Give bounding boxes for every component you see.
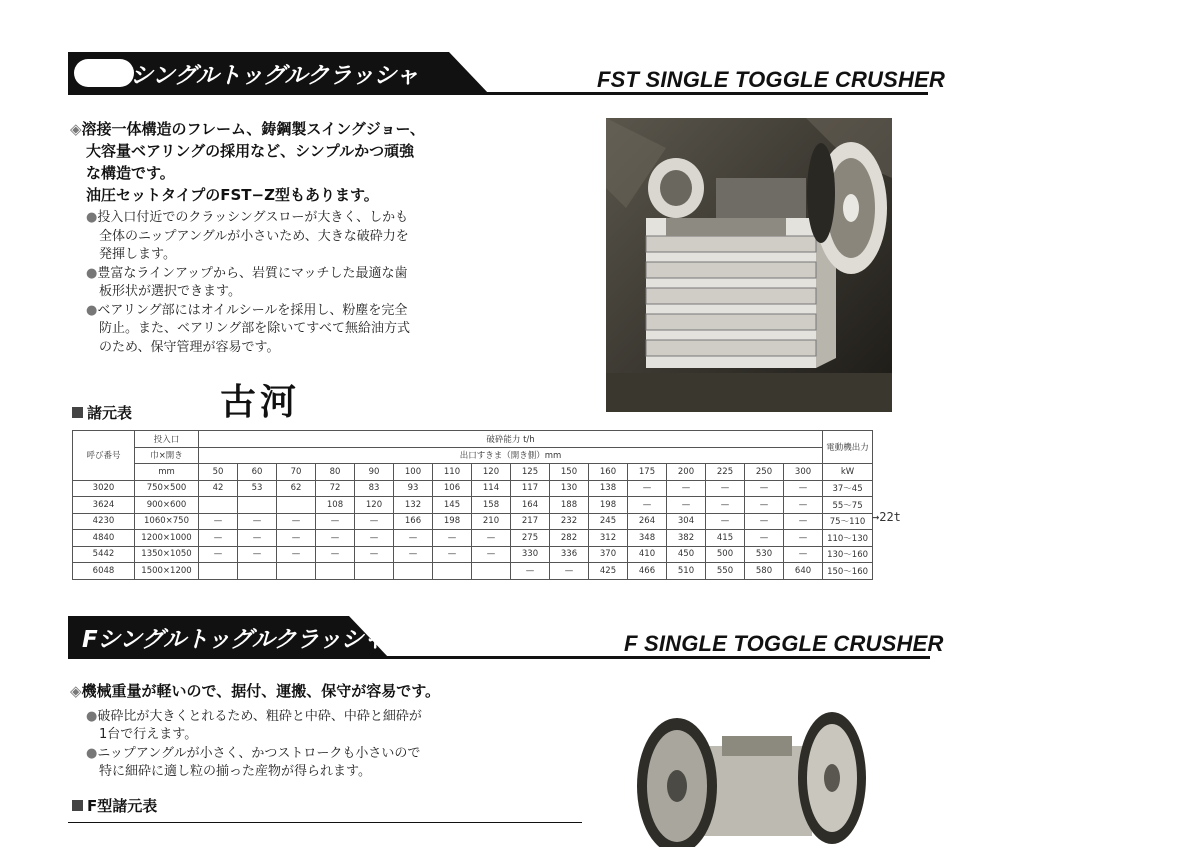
setting-300: 300	[784, 464, 823, 481]
capacity-cell: 198	[433, 513, 472, 530]
fst-title-en: FST SINGLE TOGGLE CRUSHER	[597, 67, 946, 92]
setting-200: 200	[667, 464, 706, 481]
model-cell: 3020	[73, 480, 135, 497]
capacity-cell	[238, 563, 277, 580]
capacity-cell: 370	[589, 546, 628, 563]
capacity-cell: 312	[589, 530, 628, 547]
capacity-cell: 166	[394, 513, 433, 530]
capacity-cell: 304	[667, 513, 706, 530]
f-bullet-1b: 1台で行えます。	[99, 727, 198, 742]
f-table-top-rule	[68, 822, 582, 823]
capacity-cell: 348	[628, 530, 667, 547]
fst-spec-table	[72, 430, 873, 580]
capacity-cell: 158	[472, 497, 511, 514]
f-bullet-1: ●破砕比が大きくとれるため、粗砕と中砕、中砕と細砕が	[86, 709, 422, 724]
capacity-cell: —	[277, 546, 316, 563]
setting-250: 250	[745, 464, 784, 481]
redaction-blot	[74, 59, 134, 87]
capacity-cell: —	[199, 546, 238, 563]
table-row	[73, 513, 873, 530]
col-setting-header: 出口すきま（開き側）mm	[199, 447, 823, 464]
capacity-cell: —	[784, 546, 823, 563]
capacity-cell: —	[472, 530, 511, 547]
capacity-cell: 425	[589, 563, 628, 580]
setting-160: 160	[589, 464, 628, 481]
capacity-cell: 132	[394, 497, 433, 514]
motor-cell: 110〜130	[823, 530, 873, 547]
capacity-cell: 580	[745, 563, 784, 580]
f-spec-heading: F型諸元表	[72, 795, 157, 816]
inlet-cell: 1200×1000	[135, 530, 199, 547]
capacity-cell: 188	[550, 497, 589, 514]
capacity-cell: —	[394, 546, 433, 563]
fst-crusher-photo	[606, 118, 892, 412]
capacity-cell: —	[355, 530, 394, 547]
setting-125: 125	[511, 464, 550, 481]
capacity-cell	[199, 497, 238, 514]
setting-100: 100	[394, 464, 433, 481]
capacity-cell: —	[472, 546, 511, 563]
capacity-cell: —	[550, 563, 589, 580]
fst-bullet-2: ●豊富なラインアップから、岩質にマッチした最適な歯	[86, 266, 408, 281]
col-inlet-header-2: 巾×開き	[135, 447, 199, 464]
setting-175: 175	[628, 464, 667, 481]
col-model-header: 呼び番号	[73, 431, 135, 481]
capacity-cell: 114	[472, 480, 511, 497]
capacity-cell: —	[667, 480, 706, 497]
capacity-cell: 62	[277, 480, 316, 497]
capacity-cell	[277, 563, 316, 580]
fst-spec-heading: 諸元表	[72, 402, 132, 423]
capacity-cell: —	[745, 497, 784, 514]
table-row	[73, 563, 873, 580]
capacity-cell: 530	[745, 546, 784, 563]
table-row	[73, 497, 873, 514]
capacity-cell: 510	[667, 563, 706, 580]
f-crusher-photo	[632, 706, 868, 847]
capacity-cell: 232	[550, 513, 589, 530]
inlet-cell: 750×500	[135, 480, 199, 497]
capacity-cell	[472, 563, 511, 580]
capacity-cell: 640	[784, 563, 823, 580]
fst-lead-2: 大容量ベアリングの採用など、シンプルかつ頑強	[86, 142, 415, 160]
model-cell: 4230	[73, 513, 135, 530]
capacity-cell: 550	[706, 563, 745, 580]
capacity-cell: —	[706, 513, 745, 530]
capacity-cell: —	[745, 530, 784, 547]
f-bullet-2b: 特に細砕に適し粒の揃った産物が得られます。	[99, 764, 371, 779]
table-header-row-1	[73, 431, 873, 448]
capacity-cell: 217	[511, 513, 550, 530]
f-title-en: F SINGLE TOGGLE CRUSHER	[624, 631, 944, 656]
capacity-cell: 245	[589, 513, 628, 530]
inlet-cell: 1060×750	[135, 513, 199, 530]
capacity-cell: —	[433, 530, 472, 547]
fst-bullet-3b: 防止。また、ベアリング部を除いてすべて無給油方式	[99, 321, 410, 336]
setting-60: 60	[238, 464, 277, 481]
handwritten-note: 古河	[220, 381, 301, 423]
table-settings-row	[73, 464, 873, 481]
capacity-cell: 138	[589, 480, 628, 497]
f-title-jp: Fシングルトッグルクラッシャ	[82, 627, 386, 653]
model-cell: 6048	[73, 563, 135, 580]
capacity-cell: 93	[394, 480, 433, 497]
capacity-cell: 336	[550, 546, 589, 563]
capacity-cell: 108	[316, 497, 355, 514]
capacity-cell	[277, 497, 316, 514]
capacity-cell: 164	[511, 497, 550, 514]
capacity-cell: —	[199, 513, 238, 530]
col-motor-header-2: kW	[823, 464, 873, 481]
capacity-cell: 83	[355, 480, 394, 497]
table-header-row-2	[73, 447, 873, 464]
capacity-cell	[394, 563, 433, 580]
capacity-cell: —	[316, 513, 355, 530]
setting-150: 150	[550, 464, 589, 481]
capacity-cell: —	[784, 480, 823, 497]
col-inlet-header-3: mm	[135, 464, 199, 481]
capacity-cell: —	[628, 480, 667, 497]
capacity-cell: 500	[706, 546, 745, 563]
fst-title-jp: シングルトッグルクラッシャ	[130, 63, 419, 89]
capacity-cell: —	[238, 513, 277, 530]
f-bullet-2: ●ニップアングルが小さく、かつストロークも小さいので	[86, 746, 421, 761]
capacity-cell	[199, 563, 238, 580]
motor-cell: 37〜45	[823, 480, 873, 497]
capacity-cell: 130	[550, 480, 589, 497]
col-capacity-header: 破砕能力 t/h	[199, 431, 823, 448]
model-cell: 4840	[73, 530, 135, 547]
capacity-cell	[316, 563, 355, 580]
crusher-illustration	[606, 118, 892, 412]
capacity-cell: —	[784, 530, 823, 547]
model-cell: 3624	[73, 497, 135, 514]
capacity-cell: —	[784, 497, 823, 514]
table-row	[73, 480, 873, 497]
motor-cell: 75〜110	[823, 513, 873, 530]
capacity-cell: —	[316, 530, 355, 547]
motor-cell: 150〜160	[823, 563, 873, 580]
capacity-cell: 72	[316, 480, 355, 497]
setting-80: 80	[316, 464, 355, 481]
capacity-cell: 198	[589, 497, 628, 514]
capacity-cell: —	[706, 480, 745, 497]
capacity-cell: 382	[667, 530, 706, 547]
setting-110: 110	[433, 464, 472, 481]
margin-note: →22t	[872, 510, 901, 524]
capacity-cell: —	[667, 497, 706, 514]
capacity-cell: 210	[472, 513, 511, 530]
capacity-cell: 264	[628, 513, 667, 530]
capacity-cell: —	[238, 530, 277, 547]
col-inlet-header-1: 投入口	[135, 431, 199, 448]
capacity-cell: 410	[628, 546, 667, 563]
inlet-cell: 900×600	[135, 497, 199, 514]
capacity-cell: —	[355, 513, 394, 530]
model-cell: 5442	[73, 546, 135, 563]
fst-lead-3: な構造です。	[86, 164, 175, 182]
table-row	[73, 530, 873, 547]
capacity-cell: —	[511, 563, 550, 580]
capacity-cell: —	[355, 546, 394, 563]
capacity-cell: —	[394, 530, 433, 547]
fst-lead-1: ◈溶接一体構造のフレーム、鋳鋼製スイングジョー、	[70, 120, 425, 138]
capacity-cell	[238, 497, 277, 514]
capacity-cell	[355, 563, 394, 580]
spec-table-body	[73, 480, 873, 579]
fst-bullet-3: ●ベアリング部にはオイルシールを採用し、粉塵を完全	[86, 303, 408, 318]
capacity-cell: 145	[433, 497, 472, 514]
setting-50: 50	[199, 464, 238, 481]
capacity-cell: —	[784, 513, 823, 530]
capacity-cell: —	[706, 497, 745, 514]
capacity-cell: 450	[667, 546, 706, 563]
capacity-cell: 117	[511, 480, 550, 497]
capacity-cell: —	[238, 546, 277, 563]
setting-90: 90	[355, 464, 394, 481]
capacity-cell: 275	[511, 530, 550, 547]
capacity-cell	[433, 563, 472, 580]
capacity-cell: 330	[511, 546, 550, 563]
capacity-cell: —	[277, 530, 316, 547]
fst-bullet-3c: のため、保守管理が容易です。	[99, 340, 280, 355]
fst-bullet-1c: 発揮します。	[99, 247, 176, 262]
inlet-cell: 1500×1200	[135, 563, 199, 580]
capacity-cell: 415	[706, 530, 745, 547]
fst-title-banner	[68, 52, 488, 94]
capacity-cell: —	[628, 497, 667, 514]
capacity-cell: —	[199, 530, 238, 547]
f-crusher-illustration	[632, 706, 868, 847]
col-motor-header-1: 電動機出力	[823, 431, 873, 464]
capacity-cell: 53	[238, 480, 277, 497]
capacity-cell: 106	[433, 480, 472, 497]
capacity-cell: 42	[199, 480, 238, 497]
capacity-cell: 282	[550, 530, 589, 547]
motor-cell: 130〜160	[823, 546, 873, 563]
fst-lead-4: 油圧セットタイプのFST−Z型もあります。	[86, 186, 379, 204]
capacity-cell: —	[745, 480, 784, 497]
setting-120: 120	[472, 464, 511, 481]
capacity-cell: 120	[355, 497, 394, 514]
setting-70: 70	[277, 464, 316, 481]
setting-225: 225	[706, 464, 745, 481]
inlet-cell: 1350×1050	[135, 546, 199, 563]
capacity-cell: —	[316, 546, 355, 563]
capacity-cell: —	[433, 546, 472, 563]
capacity-cell: —	[277, 513, 316, 530]
f-lead-1: ◈機械重量が軽いので、据付、運搬、保守が容易です。	[70, 682, 441, 700]
capacity-cell: 466	[628, 563, 667, 580]
table-row	[73, 546, 873, 563]
fst-bullet-1: ●投入口付近でのクラッシングスローが大きく、しかも	[86, 210, 409, 225]
f-title-banner	[68, 616, 388, 658]
fst-bullet-1b: 全体のニップアングルが小さいため、大きな破砕力を	[99, 229, 409, 244]
capacity-cell: —	[745, 513, 784, 530]
fst-bullet-2b: 板形状が選択できます。	[99, 284, 241, 299]
motor-cell: 55〜75	[823, 497, 873, 514]
